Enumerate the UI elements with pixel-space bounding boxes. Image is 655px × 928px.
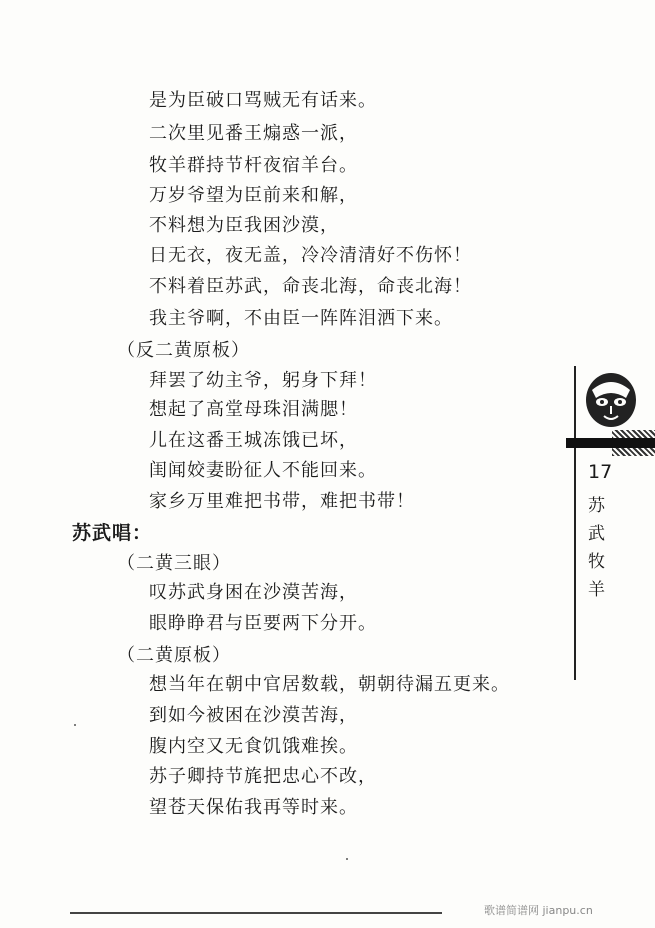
page-number: 17 [588,461,613,483]
verse-line: 不料想为臣我困沙漠， [149,215,339,236]
verse-line: 想当年在朝中官居数载，朝朝待漏五更来。 [149,674,510,695]
speck [74,724,76,726]
verse-line: 家乡万里难把书带，难把书带！ [149,491,415,512]
opera-mask-icon [582,368,640,430]
margin-rule [574,366,576,680]
verse-line: 牧羊群持节杆夜宿羊台。 [149,155,358,176]
verse-line: 到如今被困在沙漠苦海， [149,705,358,726]
verse-line: 万岁爷望为臣前来和解， [149,185,358,206]
verse-line: 拜罢了幼主爷，躬身下拜！ [149,370,377,391]
speaker-label: 苏武唱： [72,522,153,544]
verse-line: 闺闻姣妻盼征人不能回来。 [149,460,377,481]
verse-line: 望苍天保佑我再等时来。 [149,797,358,818]
side-title [588,492,608,604]
verse-line: 腹内空又无食饥饿难挨。 [149,736,358,757]
section-heading: （二黄原板） [117,645,231,666]
verse-line: 二次里见番王煽惑一派， [149,123,358,144]
side-title-char: 武 [588,524,605,544]
speck [346,858,348,860]
watermark: 歌谱简谱网 jianpu.cn [484,904,593,917]
verse-line: 叹苏武身困在沙漠苦海， [149,582,358,603]
section-heading: （二黄三眼） [117,553,231,574]
section-heading: （反二黄原板） [117,340,250,361]
verse-line: 不料着臣苏武，命丧北海，命丧北海！ [149,276,472,297]
bottom-rule [70,912,442,914]
side-title-char: 羊 [588,580,605,600]
side-title-char: 苏 [588,496,605,516]
verse-line: 日无衣，夜无盖，冷冷清清好不伤怀！ [149,245,472,266]
verse-line: 想起了高堂母珠泪满腮！ [149,399,358,420]
verse-line: 儿在这番王城冻饿已坏， [149,430,358,451]
verse-line: 苏子卿持节旄把忠心不改， [149,766,377,787]
verse-line: 眼睁睁君与臣要两下分开。 [149,613,377,634]
verse-line: 是为臣破口骂贼无有话来。 [149,90,377,111]
verse-line: 我主爷啊，不由臣一阵阵泪洒下来。 [149,308,453,329]
margin-bar [566,438,655,448]
side-title-char: 牧 [588,552,605,572]
